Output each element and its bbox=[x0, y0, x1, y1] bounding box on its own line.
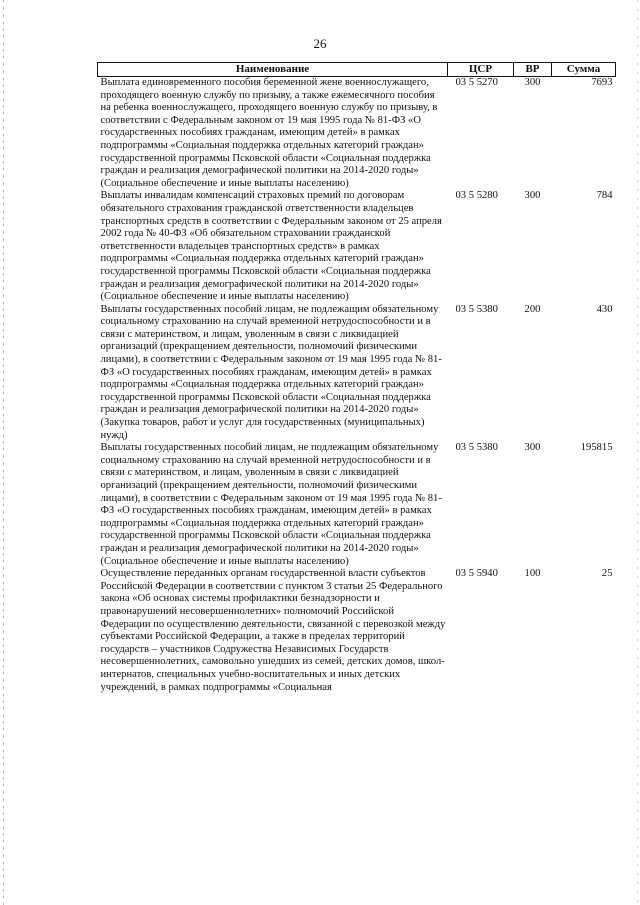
row-sum: 25 bbox=[601, 568, 613, 580]
header-vr: ВР bbox=[514, 63, 552, 77]
row-sum: 430 bbox=[596, 303, 613, 315]
header-csr: ЦСР bbox=[448, 63, 514, 77]
row-name: Осуществление переданных органам государственной власти субъектов Российской Федерации в соответствии с пунктом 3 статьи 25 Федерального закона «Об основах системы профилактики безнадзорности и правонарушений несовершеннолетних» полномочий Российской Федерации по осуществлению деятельности, связанной с перевозкой между субъектами Российской Федерации, а также в пределах территорий государств – участников Содружества Независимых Государств несовершеннолетних, самовольно ушедших из семей, детских домов, школ-интернатов, специальных учебно-воспитательных и иных детских учреждений, в рамках подпрограммы «Социальная bbox=[100, 568, 446, 693]
row-vr: 300 bbox=[524, 442, 541, 454]
table-row bbox=[98, 190, 616, 303]
scan-edge-right bbox=[637, 0, 638, 905]
row-name: Выплаты государственных пособий лицам, не подлежащим обязательному социальному страхованию на случай временной нетрудоспособности и в связи с материнством, и лицам, уволенным в связи с ликвидацией организаций (прекращением деятельности, полномочий физическими лицами), в соответствии с Федеральным законом от 19 мая 1995 года № 81-ФЗ «О государственных пособиях гражданам, имеющим детей» в рамках подпрограммы «Социальная поддержка отдельных категорий граждан» государственной программы Псковской области «Социальная поддержка граждан и реализация демографической политики на 2014-2020 годы» (Закупка товаров, работ и услуг для государственных (муниципальных) нужд) bbox=[100, 303, 442, 441]
row-vr: 300 bbox=[524, 190, 541, 202]
row-name: Выплата единовременного пособия беременной жене военнослужащего, проходящего военную службу по призыву, а также ежемесячного пособия на ребенка военнослужащего, проходящего военную службу по призыву, в соответствии с Федеральным законом от 19 мая 1995 года № 81-ФЗ «О государственных пособиях гражданам, имеющим детей» в рамках подпрограммы «Социальная поддержка отдельных категорий граждан» государственной программы Псковской области «Социальная поддержка граждан и реализация демографической политики на 2014-2020 годы» (Социальное обеспечение и иные выплаты населению) bbox=[100, 77, 438, 189]
row-name: Выплаты инвалидам компенсаций страховых премий по договорам обязательного страхования гражданской ответственности владельцев транспортных средств в соответствии с Федеральным законом от 25 апреля 2002 года № 40-ФЗ «Об обязательном страховании гражданской ответственности владельцев транспортных средств» в рамках подпрограммы «Социальная поддержка отдельных категорий граждан» государственной программы Псковской области «Социальная поддержка граждан и реализация демографической политики на 2014-2020 годы» (Социальное обеспечение и иные выплаты населению) bbox=[100, 190, 442, 303]
table-header-row bbox=[98, 63, 616, 77]
row-csr: 03 5 5280 bbox=[455, 190, 498, 202]
budget-table bbox=[97, 62, 616, 694]
table-row bbox=[98, 568, 616, 694]
header-sum: Сумма bbox=[552, 63, 616, 77]
row-csr: 03 5 5380 bbox=[455, 303, 498, 315]
row-name: Выплаты государственных пособий лицам, не подлежащим обязательному социальному страхованию на случай временной нетрудоспособности и в связи с материнством, и лицам, уволенным в связи с ликвидацией организаций (прекращением деятельности, полномочий физическими лицами), в соответствии с Федеральным законом от 19 мая 1995 года № 81-ФЗ «О государственных пособиях гражданам, имеющим детей» в рамках подпрограммы «Социальная поддержка отдельных категорий граждан» государственной программы Псковской области «Социальная поддержка граждан и реализация демографической политики на 2014-2020 годы» (Социальное обеспечение и иные выплаты населению) bbox=[100, 442, 442, 567]
table-row bbox=[98, 304, 616, 443]
row-vr: 200 bbox=[524, 303, 541, 315]
table-row bbox=[98, 442, 616, 568]
header-name: Наименование bbox=[98, 63, 448, 77]
scan-edge-left bbox=[3, 0, 4, 905]
row-csr: 03 5 5380 bbox=[455, 442, 498, 454]
row-sum: 195815 bbox=[580, 442, 613, 454]
row-vr: 100 bbox=[524, 568, 541, 580]
row-csr: 03 5 5940 bbox=[455, 568, 498, 580]
row-sum: 7693 bbox=[591, 77, 613, 88]
row-sum: 784 bbox=[596, 190, 613, 202]
table-row bbox=[98, 77, 616, 191]
row-csr: 03 5 5270 bbox=[455, 77, 498, 88]
row-vr: 300 bbox=[524, 77, 541, 88]
page-number: 26 bbox=[313, 36, 327, 51]
